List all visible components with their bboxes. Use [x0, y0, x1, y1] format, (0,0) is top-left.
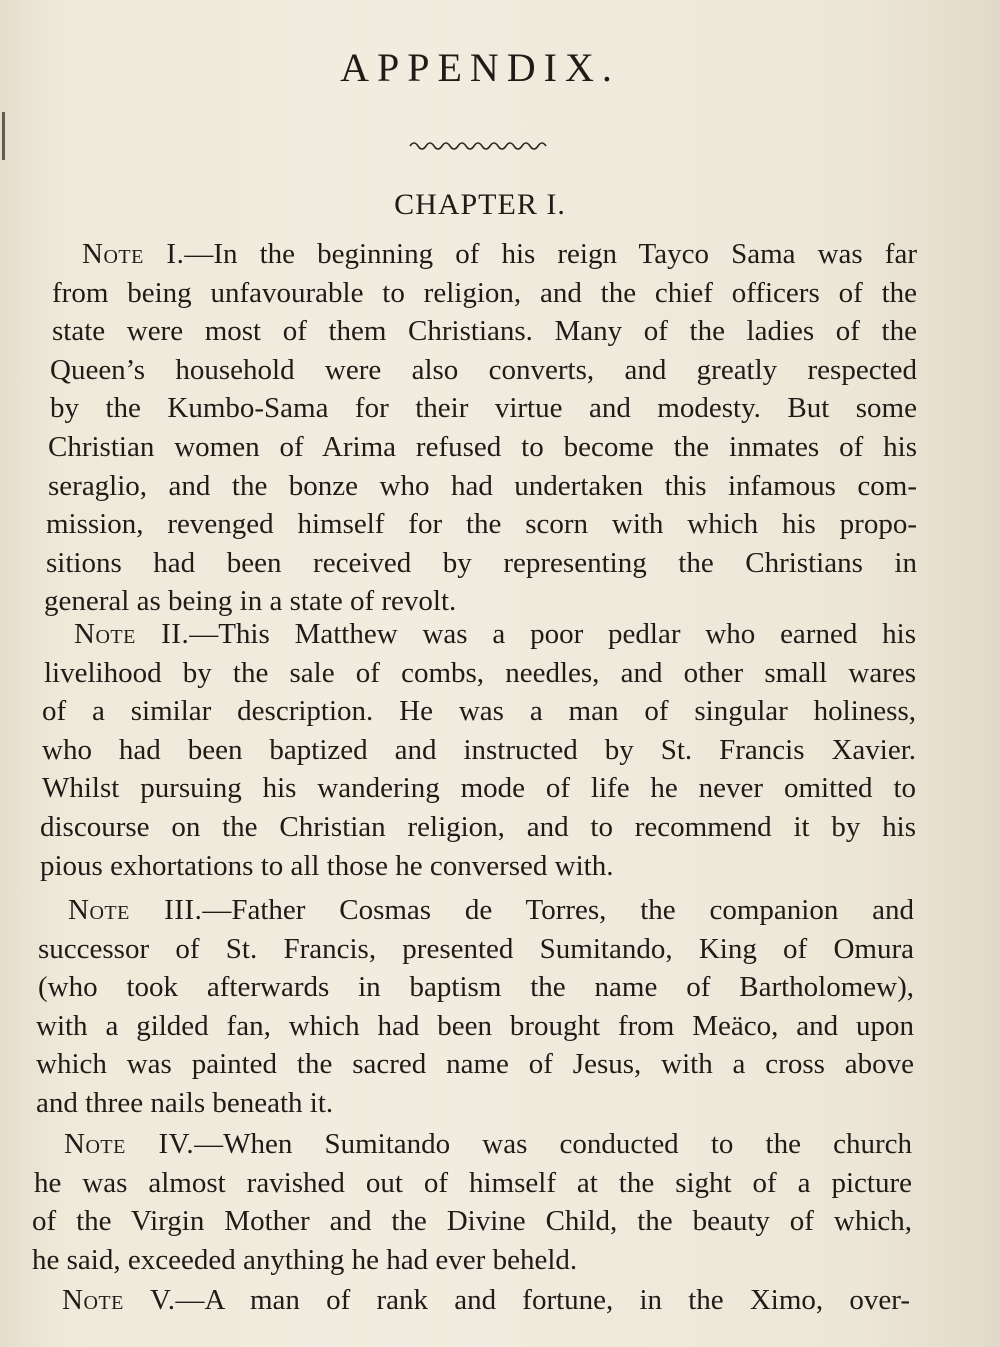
note-text: —This Matthew was a poor pedlar who earned his — [189, 618, 916, 650]
note-3-line — [68, 892, 914, 930]
note-2-line — [40, 848, 916, 886]
note-3-line — [38, 969, 914, 1007]
note-1-line — [82, 236, 917, 274]
note-text: state were most of them Christians. Many of the ladies of the — [52, 315, 917, 348]
note-1-line — [48, 429, 917, 467]
note-2-line — [42, 732, 916, 770]
note-text: which was painted the sacred name of Jesus, with a cross above — [36, 1048, 914, 1081]
note-4-line — [64, 1126, 912, 1164]
note-text: sitions had been received by representing the Christians in — [46, 546, 917, 579]
note-text: from being unfavourable to religion, and the chief officers of the — [52, 276, 917, 309]
note-label: Note V. — [62, 1284, 176, 1316]
note-3-line — [36, 1046, 914, 1084]
note-2-line — [42, 693, 916, 731]
note-text: mission, revenged himself for the scorn with which his propo- — [46, 508, 917, 541]
note-text: of the Virgin Mother and the Divine Child, the beauty of which, — [32, 1205, 912, 1238]
note-text: he was almost ravished out of himself at the sight of a picture — [34, 1166, 912, 1199]
note-text: discourse on the Christian religion, and to recommend it by his — [40, 811, 916, 843]
note-1-line — [50, 352, 917, 390]
note-label: Note II. — [74, 618, 190, 650]
note-text: he said, exceeded anything he had ever beheld. — [32, 1243, 578, 1276]
note-text: seraglio, and the bonze who had undertaken this infamous com- — [48, 469, 917, 502]
note-1-line — [46, 545, 917, 583]
note-text: —In the beginning of his reign Tayco Sama was far — [184, 238, 917, 270]
note-text: —Father Cosmas de Torres, the companion and — [202, 894, 914, 926]
gutter-mark — [2, 112, 5, 160]
chapter-heading: CHAPTER I. — [394, 188, 566, 221]
note-text: pious exhortations to all those he conversed with. — [40, 849, 614, 882]
note-text: livelihood by the sale of combs, needles, and other small wares — [44, 656, 916, 689]
note-1-line — [46, 506, 917, 544]
note-text: —When Sumitando was conducted to the church — [194, 1128, 912, 1160]
note-1-line — [52, 275, 917, 313]
wavy-rule-ornament — [408, 138, 548, 152]
note-2-line — [40, 809, 916, 847]
note-text: by the Kumbo-Sama for their virtue and modesty. But some — [50, 392, 917, 425]
note-1-line — [50, 390, 917, 428]
appendix-heading: APPENDIX. — [340, 45, 620, 90]
note-1-line — [48, 468, 917, 506]
note-3-line — [38, 931, 914, 969]
note-2-line — [44, 655, 916, 693]
note-2-line — [74, 616, 916, 654]
note-text: and three nails beneath it. — [36, 1087, 334, 1119]
note-text: general as being in a state of revolt. — [44, 585, 457, 618]
note-4-line — [32, 1242, 912, 1280]
note-label: Note III. — [68, 894, 203, 926]
note-text: Queen’s household were also converts, and greatly respected — [50, 353, 917, 386]
note-text: who had been baptized and instructed by St. Francis Xavier. — [42, 733, 916, 766]
note-3-line — [36, 1085, 914, 1123]
note-4-line — [34, 1165, 912, 1203]
note-text: with a gilded fan, which had been brought from Meäco, and upon — [36, 1009, 914, 1042]
note-text: successor of St. Francis, presented Sumitando, King of Omura — [38, 932, 914, 965]
note-text: (who took afterwards in baptism the name of Bartholomew), — [38, 971, 914, 1004]
note-text: —A man of rank and fortune, in the Ximo, over- — [175, 1284, 910, 1316]
note-text: of a similar description. He was a man of singular holiness, — [42, 695, 916, 728]
note-text: Whilst pursuing his wandering mode of life he never omitted to — [42, 772, 916, 805]
note-3-line — [36, 1008, 914, 1046]
note-5-line — [62, 1282, 910, 1320]
note-label: Note I. — [82, 238, 185, 270]
note-text: Christian women of Arima refused to become the inmates of his — [48, 431, 917, 463]
note-1-line — [52, 313, 917, 351]
note-label: Note IV. — [64, 1128, 195, 1160]
note-4-line — [32, 1203, 912, 1241]
note-2-line — [42, 770, 916, 808]
